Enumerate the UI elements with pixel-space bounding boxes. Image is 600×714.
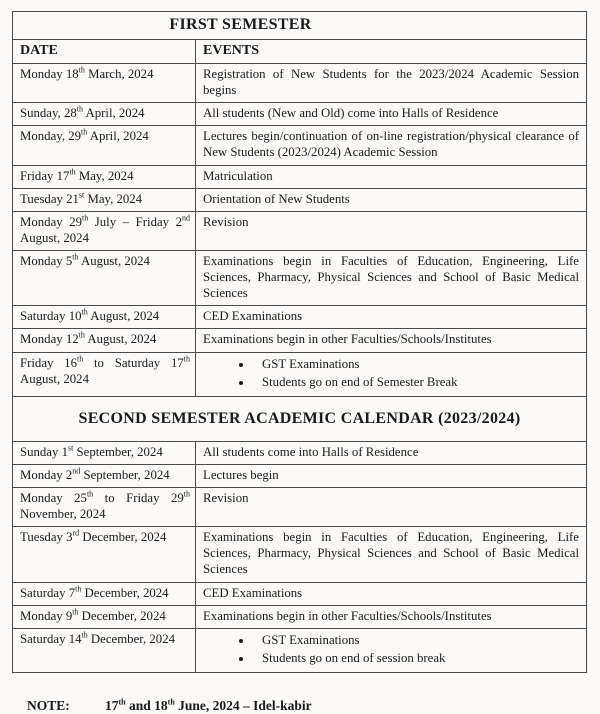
- column-header-row: [13, 40, 587, 64]
- table-row: [13, 352, 587, 396]
- first-semester-table: [12, 11, 587, 397]
- events-cell: Examinations begin in Faculties of Education, Engineering, Life Sciences, Pharmacy, Physical Sciences and School of Basic Medical Sciences: [196, 527, 587, 582]
- event-bullet-item: • GST Examinations: [253, 356, 579, 372]
- event-bullet-item: • Students go on end of session break: [253, 650, 579, 666]
- table-row: [13, 250, 587, 305]
- event-bullet-item: • Students go on end of Semester Break: [253, 374, 579, 390]
- table-title-row: [13, 12, 587, 40]
- table-row: [13, 64, 587, 103]
- events-cell: Lectures begin: [196, 464, 587, 487]
- date-cell: Monday 9th December, 2024: [13, 605, 196, 628]
- date-cell: Monday, 29th April, 2024: [13, 126, 196, 165]
- date-cell: Saturday 7th December, 2024: [13, 582, 196, 605]
- first-semester-title: FIRST SEMESTER: [13, 12, 587, 40]
- second-semester-title: SECOND SEMESTER ACADEMIC CALENDAR (2023/2024): [13, 396, 587, 441]
- event-bullet-list: [203, 632, 579, 666]
- note-text: 17th and 18th June, 2024 – Idel-kabir: [105, 697, 312, 713]
- events-cell: All students come into Halls of Residence: [196, 441, 587, 464]
- events-column-header: EVENTS: [196, 40, 587, 64]
- date-cell: Saturday 10th August, 2024: [13, 306, 196, 329]
- events-cell: Examinations begin in Faculties of Education, Engineering, Life Sciences, Pharmacy, Physical Sciences and School of Basic Medical Sciences: [196, 250, 587, 305]
- date-cell: Monday 2nd September, 2024: [13, 464, 196, 487]
- events-cell: Revision: [196, 211, 587, 250]
- events-cell: [196, 352, 587, 396]
- events-cell: CED Examinations: [196, 306, 587, 329]
- date-cell: Monday 12th August, 2024: [13, 329, 196, 352]
- events-cell: Examinations begin in other Faculties/Schools/Institutes: [196, 605, 587, 628]
- table-row: [13, 582, 587, 605]
- table-row: [13, 487, 587, 526]
- events-cell: All students (New and Old) come into Halls of Residence: [196, 103, 587, 126]
- date-cell: Sunday, 28th April, 2024: [13, 103, 196, 126]
- second-semester-table: [12, 396, 587, 673]
- date-cell: Tuesday 21st May, 2024: [13, 188, 196, 211]
- table-title-row: [13, 396, 587, 441]
- table-row: [13, 306, 587, 329]
- table-row: [13, 628, 587, 672]
- first-semester-rows: [13, 64, 587, 397]
- events-cell: Examinations begin in other Faculties/Schools/Institutes: [196, 329, 587, 352]
- events-cell: Revision: [196, 487, 587, 526]
- events-cell: [196, 628, 587, 672]
- table-row: [13, 126, 587, 165]
- table-row: [13, 165, 587, 188]
- second-semester-rows: [13, 441, 587, 672]
- date-column-header: DATE: [13, 40, 196, 64]
- table-row: [13, 103, 587, 126]
- note-line: [12, 698, 600, 714]
- date-cell: Monday 18th March, 2024: [13, 64, 196, 103]
- event-bullet-list: [203, 356, 579, 390]
- events-cell: Orientation of New Students: [196, 188, 587, 211]
- events-cell: Registration of New Students for the 2023/2024 Academic Session begins: [196, 64, 587, 103]
- table-row: [13, 464, 587, 487]
- date-cell: Friday 16th to Saturday 17th August, 2024: [13, 352, 196, 396]
- event-bullet-item: • GST Examinations: [253, 632, 579, 648]
- table-row: [13, 441, 587, 464]
- note-label: NOTE:: [27, 697, 70, 713]
- date-cell: Monday 25th to Friday 29th November, 2024: [13, 487, 196, 526]
- date-cell: Saturday 14th December, 2024: [13, 628, 196, 672]
- table-row: [13, 329, 587, 352]
- table-row: [13, 605, 587, 628]
- date-cell: Tuesday 3rd December, 2024: [13, 527, 196, 582]
- date-cell: Friday 17th May, 2024: [13, 165, 196, 188]
- events-cell: Matriculation: [196, 165, 587, 188]
- table-row: [13, 527, 587, 582]
- events-cell: CED Examinations: [196, 582, 587, 605]
- events-cell: Lectures begin/continuation of on-line registration/physical clearance of New Students (2023/2024) Academic Session: [196, 126, 587, 165]
- date-cell: Monday 5th August, 2024: [13, 250, 196, 305]
- table-row: [13, 188, 587, 211]
- date-cell: Monday 29th July – Friday 2nd August, 2024: [13, 211, 196, 250]
- date-cell: Sunday 1st September, 2024: [13, 441, 196, 464]
- table-row: [13, 211, 587, 250]
